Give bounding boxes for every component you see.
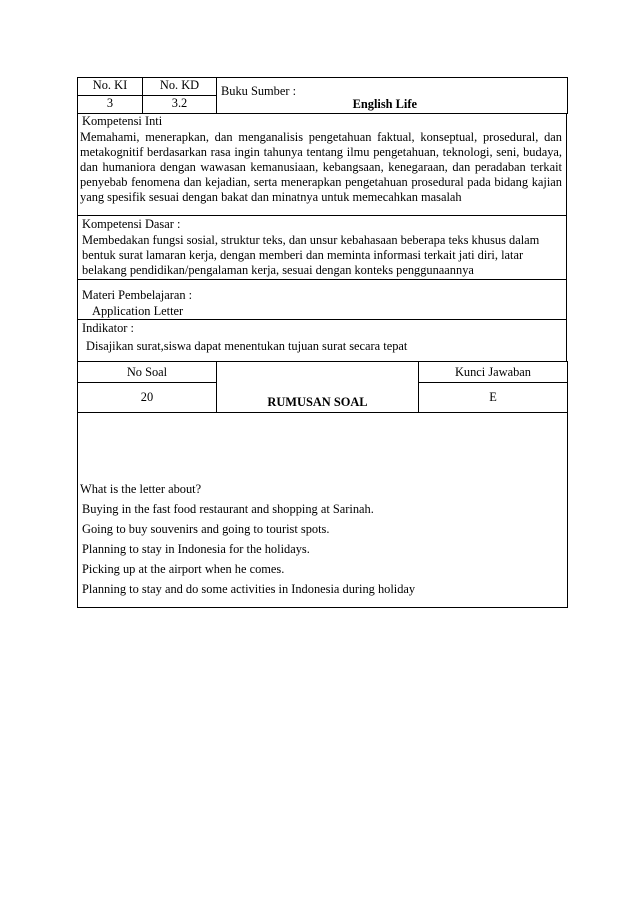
no-soal-label: No Soal [78, 362, 217, 383]
indikator-label: Indikator : [82, 321, 134, 335]
question-body-cell [78, 413, 568, 608]
kompetensi-inti-label: Kompetensi Inti [82, 114, 163, 128]
materi-text: Application Letter [92, 304, 184, 318]
answer-option-d: Picking up at the airport when he comes. [82, 562, 285, 576]
kompetensi-inti-text: Memahami, menerapkan, dan menganalisis pengetahuan faktual, konseptual, prosedural, dan metakognitif berdasarkan rasa ingin tahunya tentang ilmu pengetahuan, teknologi, seni, budaya, dan humaniora dengan wawasan kemanusiaan, kebangsaan, kenegaraan, dan peradaban terkait penyebab fenomena dan kejadian, serta menerapkan pengetahuan prosedural pada bidang kajian yang spesifik sesuai dengan bakat dan minatnya untuk memecahkan masalah [80, 130, 562, 204]
kunci-jawaban-value: E [419, 383, 568, 413]
header-table [77, 77, 568, 114]
no-soal-value: 20 [78, 383, 217, 413]
kompetensi-inti-cell [78, 114, 567, 216]
ki-label: No. KI [78, 78, 143, 96]
soal-table [77, 361, 568, 608]
content-table [77, 113, 567, 362]
question-card [77, 77, 567, 608]
buku-sumber-cell [217, 78, 568, 114]
kompetensi-dasar-text: Membedakan fungsi sosial, struktur teks, dan unsur kebahasaan beberapa teks khusus dalam bentuk surat lamaran kerja, dengan memberi dan meminta informasi terkait jati diri, latar belakang pendidikan/pengalaman kerja, sesuai dengan konteks penggunaannya [82, 233, 540, 277]
kunci-jawaban-label: Kunci Jawaban [419, 362, 568, 383]
buku-sumber-value: English Life [352, 97, 417, 111]
answer-option-b: Going to buy souvenirs and going to tourist spots. [82, 522, 330, 536]
rumusan-soal-label: RUMUSAN SOAL [217, 362, 419, 413]
indikator-cell [78, 320, 567, 362]
materi-label: Materi Pembelajaran : [82, 288, 193, 302]
kd-label: No. KD [143, 78, 217, 96]
ki-value: 3 [78, 96, 143, 114]
kompetensi-dasar-label: Kompetensi Dasar : [82, 217, 181, 231]
answer-option-c: Planning to stay in Indonesia for the holidays. [82, 542, 310, 556]
answer-option-a: Buying in the fast food restaurant and shopping at Sarinah. [82, 502, 374, 516]
buku-sumber-label: Buku Sumber : [221, 84, 297, 98]
kd-value: 3.2 [143, 96, 217, 114]
answer-option-e: Planning to stay and do some activities in Indonesia during holiday [82, 582, 416, 596]
indikator-text: Disajikan surat,siswa dapat menentukan tujuan surat secara tepat [86, 339, 408, 353]
question-text: What is the letter about? [80, 482, 202, 496]
materi-cell [78, 280, 567, 320]
kompetensi-dasar-cell [78, 216, 567, 280]
